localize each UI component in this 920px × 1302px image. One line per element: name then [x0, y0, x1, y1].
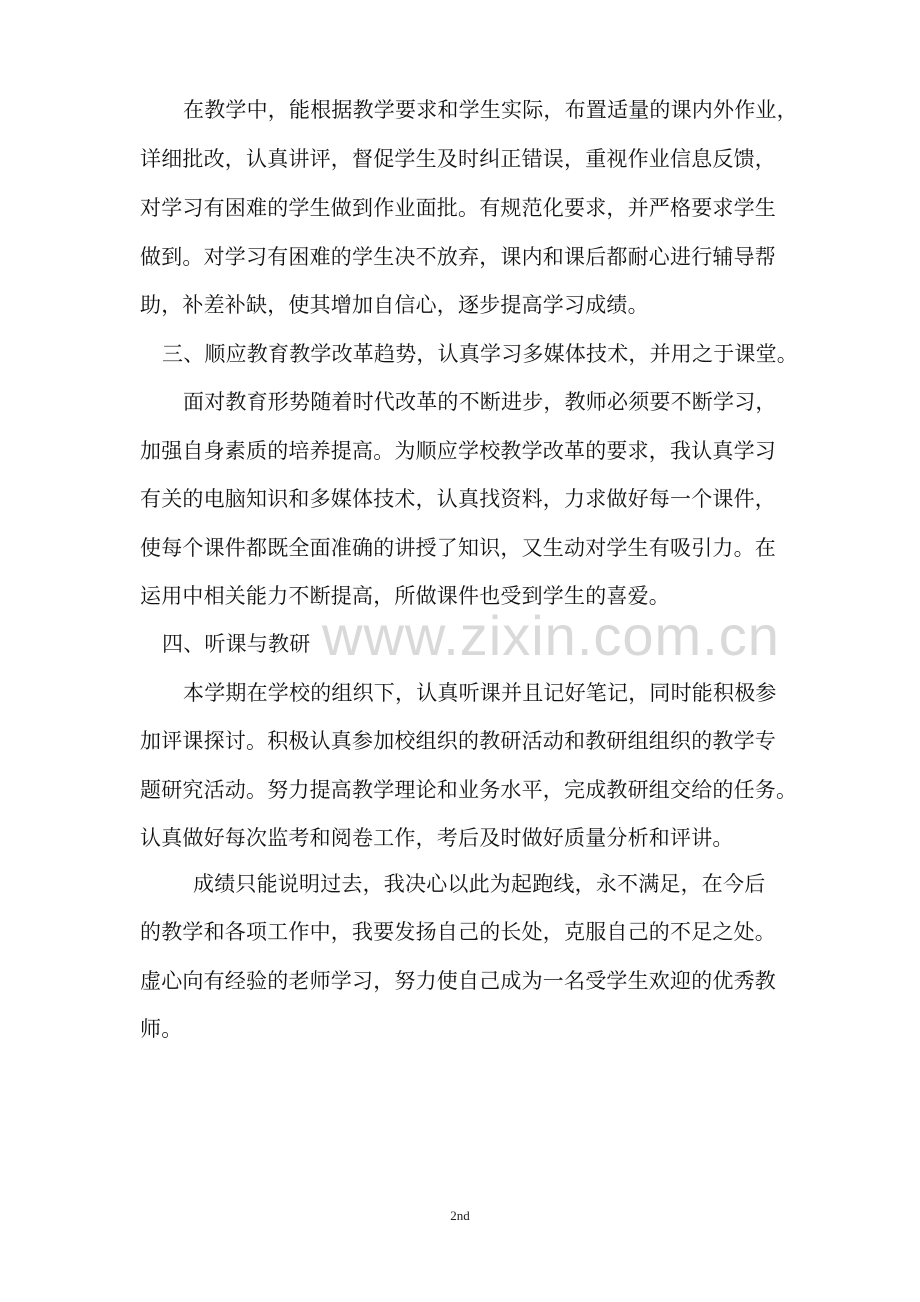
- paragraph-2-line-3: 有关的电脑知识和多媒体技术，认真找资料，力求做好每一个课件，: [140, 487, 776, 511]
- paragraph-3-line-4: 认真做好每次监考和阅卷工作，考后及时做好质量分析和评讲。: [140, 826, 734, 850]
- paragraph-1-line-3: 对学习有困难的学生做到作业面批。有规范化要求，并严格要求学生: [140, 196, 776, 220]
- paragraph-3-line-1: 本学期在学校的组织下，认真听课并且记好笔记，同时能积极参: [183, 681, 777, 705]
- page-number: 2nd: [450, 1208, 470, 1223]
- paragraph-2-line-4: 使每个课件都既全面准确的讲授了知识，又生动对学生有吸引力。在: [140, 536, 776, 560]
- paragraph-4-line-4: 师。: [140, 1017, 183, 1041]
- paragraph-2-line-2: 加强自身素质的培养提高。为顺应学校教学改革的要求，我认真学习: [140, 439, 776, 463]
- paragraph-4-line-3: 虚心向有经验的老师学习，努力使自己成为一名受学生欢迎的优秀教: [140, 969, 776, 993]
- paragraph-1-line-1: 在教学中，能根据教学要求和学生实际，布置适量的课内外作业，: [183, 98, 798, 122]
- paragraph-3-line-3: 题研究活动。努力提高教学理论和业务水平，完成教研组交给的任务。: [140, 778, 798, 802]
- section-heading-3: 三、顺应教育教学改革趋势，认真学习多媒体技术，并用之于课堂。: [162, 342, 798, 366]
- paragraph-1-line-4: 做到。对学习有困难的学生决不放弃，课内和课后都耐心进行辅导帮: [140, 245, 776, 269]
- paragraph-2-line-5: 运用中相关能力不断提高，所做课件也受到学生的喜爱。: [140, 584, 670, 608]
- paragraph-3-line-2: 加评课探讨。积极认真参加校组织的教研活动和教研组组织的教学专: [140, 729, 776, 753]
- section-heading-4: 四、听课与教研: [162, 632, 311, 656]
- paragraph-2-line-1: 面对教育形势随着时代改革的不断进步，教师必须要不断学习，: [183, 390, 777, 414]
- watermark: www.zixin.com.cn: [322, 604, 780, 667]
- paragraph-1-line-2: 详细批改，认真讲评，督促学生及时纠正错误，重视作业信息反馈，: [140, 147, 776, 171]
- paragraph-1-line-5: 助，补差补缺，使其增加自信心，逐步提高学习成绩。: [140, 293, 649, 317]
- paragraph-4-line-1: 成绩只能说明过去，我决心以此为起跑线，永不满足，在今后: [193, 872, 766, 896]
- paragraph-4-line-2: 的教学和各项工作中，我要发扬自己的长处，克服自己的不足之处。: [140, 920, 776, 944]
